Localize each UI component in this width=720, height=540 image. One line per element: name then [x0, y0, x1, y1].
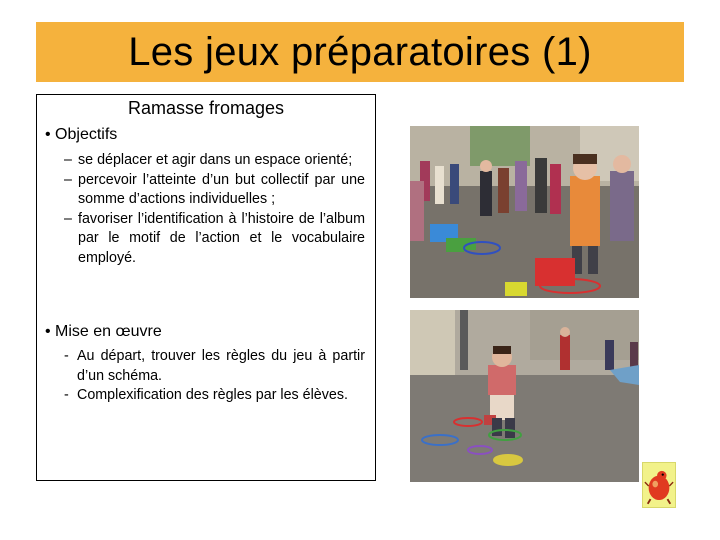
mise-en-oeuvre-list: [37, 347, 375, 406]
section-objectifs-title: • Objectifs: [45, 126, 118, 143]
list-item: – percevoir l’atteinte d’un but collectif par une somme d’actions individuelles ;: [64, 171, 365, 207]
dash-marker: –: [64, 171, 72, 188]
list-item: - Complexification des règles par les élèves.: [37, 386, 375, 406]
section-mise-en-oeuvre-title: • Mise en œuvre: [45, 323, 162, 340]
dash-marker: –: [64, 152, 72, 168]
title-bar: [36, 22, 684, 82]
slide-title: Les jeux préparatoires (1): [128, 29, 592, 74]
list-item: – se déplacer et agir dans un espace orienté;: [37, 151, 375, 171]
dash-marker: -: [64, 387, 69, 403]
child-running-hoops-photo: [410, 310, 639, 482]
list-item: - Au départ, trouver les règles du jeu à partir d’un schéma.: [64, 348, 365, 384]
content-box: [36, 94, 376, 481]
box-heading: Ramasse fromages: [127, 98, 285, 118]
playground-children-photo: [410, 126, 639, 298]
dash-marker: -: [64, 348, 69, 364]
objectifs-list: [37, 151, 375, 268]
list-item: – favoriser l’identification à l’histoire de l’album par le motif de l’action et le vocabulaire employé.: [64, 210, 365, 266]
dash-marker: –: [64, 210, 72, 227]
cheese-mascot-icon: [642, 462, 676, 508]
